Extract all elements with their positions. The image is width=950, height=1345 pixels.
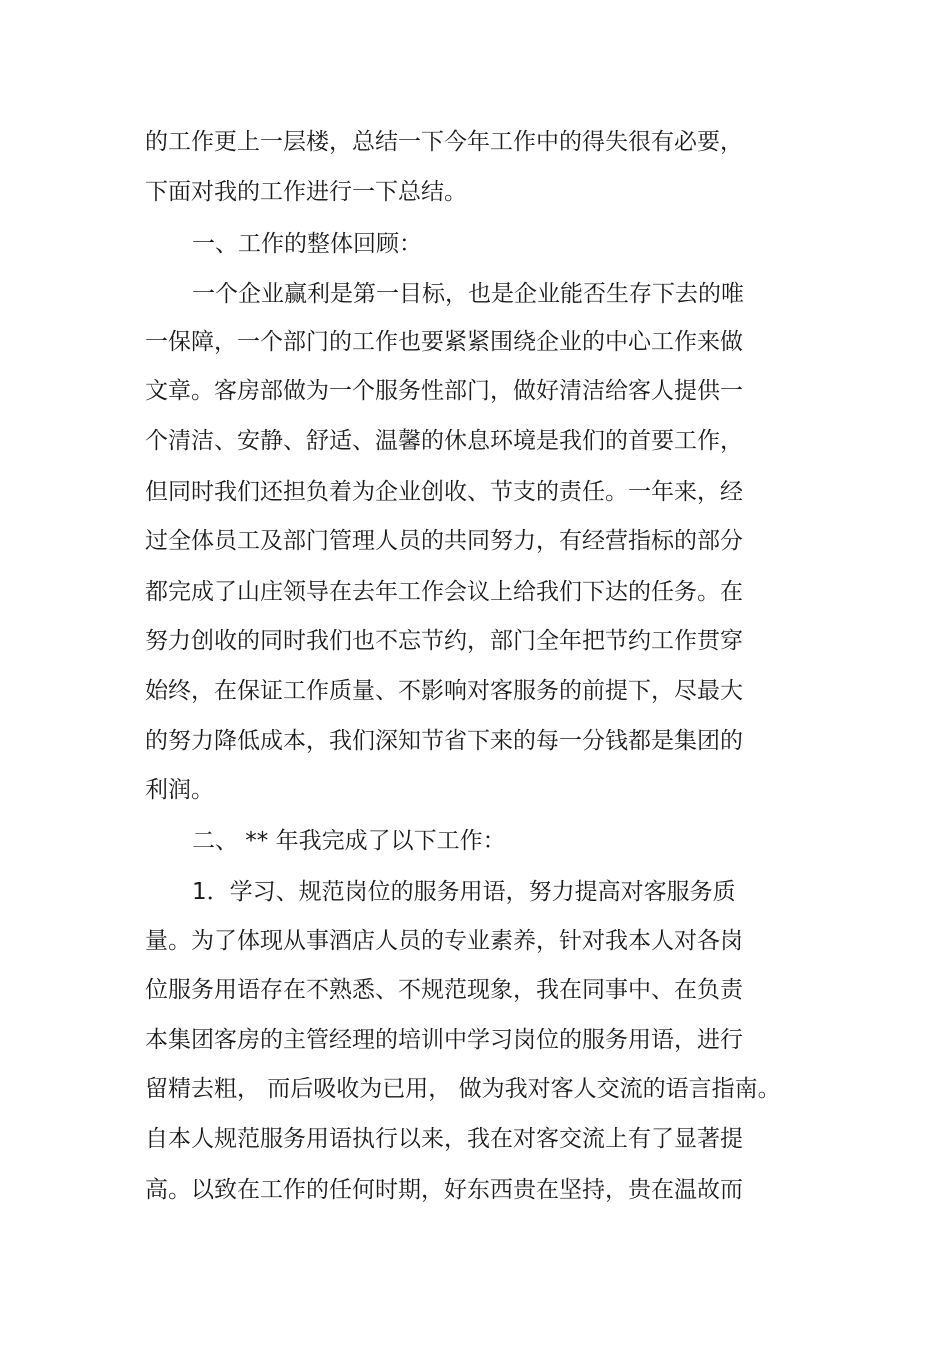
- text-line: 努力创收的同时我们也不忘节约，部门全年把节约工作贯穿: [145, 628, 743, 654]
- text-line: 的努力降低成本，我们深知节省下来的每一分钱都是集团的: [145, 728, 743, 754]
- text-line: 都完成了山庄领导在去年工作会议上给我们下达的任务。在: [145, 579, 743, 605]
- text-line: 始终，在保证工作质量、不影响对客服务的前提下，尽最大: [145, 678, 743, 704]
- text-line: 量。为了体现从事酒店人员的专业素养，针对我本人对各岗: [145, 928, 743, 954]
- text-line: 本集团客房的主管经理的培训中学习岗位的服务用语，进行: [145, 1027, 743, 1053]
- text-line: 留精去粗， 而后吸收为已用， 做为我对客人交流的语言指南。: [145, 1076, 781, 1102]
- text-line: 过全体员工及部门管理人员的共同努力，有经营指标的部分: [145, 528, 743, 554]
- section-heading: 一、工作的整体回顾：: [192, 231, 422, 257]
- text-line: 1．学习、规范岗位的服务用语，努力提高对客服务质: [192, 879, 736, 905]
- text-line: 的工作更上一层楼，总结一下今年工作中的得失很有必要，: [145, 129, 743, 155]
- text-line: 下面对我的工作进行一下总结。: [145, 179, 467, 205]
- text-line: 一个企业赢利是第一目标，也是企业能否生存下去的唯: [192, 281, 744, 307]
- text-line: 位服务用语存在不熟悉、不规范现象，我在同事中、在负责: [145, 977, 743, 1003]
- section-heading: 二、 ** 年我完成了以下工作：: [192, 828, 506, 854]
- text-line: 文章。客房部做为一个服务性部门，做好清洁给客人提供一: [145, 378, 743, 404]
- text-line: 个清洁、安静、舒适、温馨的休息环境是我们的首要工作，: [145, 428, 743, 454]
- text-line: 利润。: [145, 777, 214, 803]
- text-line: 一保障，一个部门的工作也要紧紧围绕企业的中心工作来做: [145, 329, 743, 355]
- text-line: 自本人规范服务用语执行以来，我在对客交流上有了显著提: [145, 1126, 743, 1152]
- text-line: 高。以致在工作的任何时期，好东西贵在坚持，贵在温故而: [145, 1177, 743, 1203]
- text-line: 但同时我们还担负着为企业创收、节支的责任。一年来，经: [145, 479, 743, 505]
